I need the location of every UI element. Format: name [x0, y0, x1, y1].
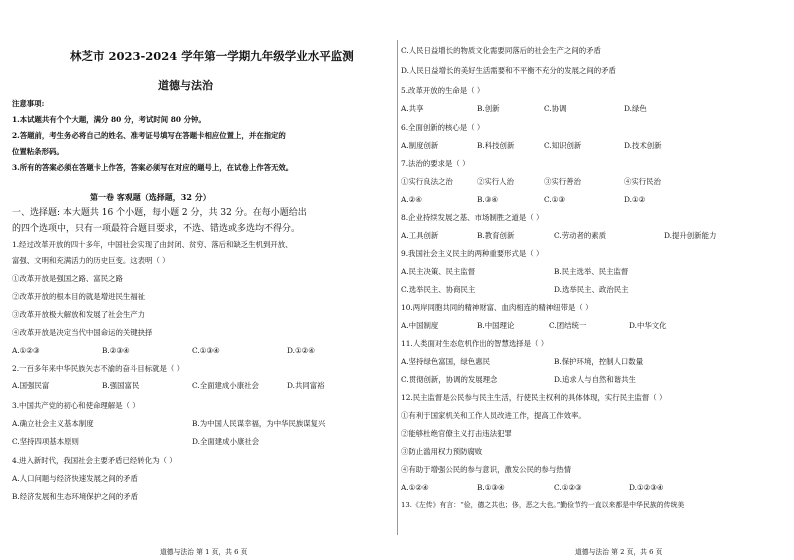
notice-line: 1.本试题共有个个大题，满分 80 分，考试时间 80 分钟。	[12, 115, 206, 124]
statement: ②实行人治	[477, 177, 514, 186]
question-stem: 10.两岸同胞共同的精神财富、血肉相连的精神纽带是（ ）	[401, 303, 593, 312]
statement: ①有利于国家机关和工作人员改进工作，提高工作效率。	[401, 411, 586, 420]
option-b[interactable]: B.经济发展和生态环境保护之间的矛盾	[12, 492, 139, 501]
option-b[interactable]: B.①③④	[477, 483, 505, 492]
page-footer: 道德与法治 第 1 页，共 6 页	[160, 548, 248, 556]
option-a[interactable]: A.共享	[401, 104, 424, 113]
option-d[interactable]: D.选举民主、政治民主	[554, 285, 629, 294]
exam-title: 林芝市 2023-2024 学年第一学期九年级学业水平监测	[70, 49, 354, 63]
question-stem: 12.民主监督是公民参与民主生活，行使民主权利的具体体现，实行民主监督（ ）	[401, 393, 667, 402]
option-a[interactable]: A.②④	[401, 195, 422, 204]
option-c[interactable]: C.劳动者的素质	[554, 231, 607, 240]
question-stem: 2.一百多年来中华民族矢志不渝的奋斗目标就是（ ）	[12, 364, 184, 373]
statement: ④改革开放是决定当代中国命运的关键抉择	[12, 328, 153, 337]
option-d[interactable]: D.中华文化	[629, 321, 667, 330]
section-title: 第一卷 客观题（选择题，32 分）	[90, 192, 211, 202]
instruction-line: 的四个选项中，只有一项最符合题目要求，不选、错选或多选均不得分。	[12, 224, 301, 234]
statement: ③防止滥用权力预防腐败	[401, 447, 483, 456]
statement: ③实行善治	[544, 177, 581, 186]
question-stem: 富强、文明和充满活力的历史巨变。这表明（ ）	[12, 256, 170, 265]
option-b[interactable]: B.教育创新	[477, 231, 515, 240]
option-d[interactable]: D.全面建成小康社会	[192, 437, 260, 446]
notice-line: 位置粘条形码。	[12, 147, 64, 156]
notice-line: 3.所有的答案必须在答题卡上作答，答案必须写在对应的题号上，在试卷上作答无效。	[12, 163, 294, 172]
option-c[interactable]: C.人民日益增长的物质文化需要同落后的社会生产之间的矛盾	[401, 46, 601, 55]
option-d[interactable]: D.技术创新	[624, 141, 662, 150]
option-a[interactable]: A.制度创新	[401, 141, 439, 150]
page-footer: 道德与法治 第 2 页，共 6 页	[575, 548, 663, 556]
statement: ④实行民治	[624, 177, 661, 186]
option-c[interactable]: C.①③	[544, 195, 565, 204]
instruction-line: 一、选择题: 本大题共 16 个小题，每小题 2 分，共 32 分。在每小题给出	[12, 208, 307, 218]
question-stem: 4.进入新时代，我国社会主要矛盾已经转化为（ ）	[12, 456, 177, 465]
subject-title: 道德与法治	[158, 79, 213, 92]
statement: ①改革开放是强国之路、富民之路	[12, 274, 123, 283]
option-d[interactable]: D.①②③④	[629, 483, 664, 492]
option-a[interactable]: A.人口问题与经济快速发展之间的矛盾	[12, 474, 138, 483]
option-a[interactable]: A.确立社会主义基本制度	[12, 419, 94, 428]
option-a[interactable]: A.①②③	[12, 346, 40, 355]
question-stem: 7.法治的要求是（ ）	[401, 159, 470, 168]
option-b[interactable]: B.中国理论	[477, 321, 515, 330]
option-d[interactable]: D.①②	[624, 195, 646, 204]
option-c[interactable]: C.贯彻创新，协调的发展理念	[401, 375, 498, 384]
option-a[interactable]: A.中国制度	[401, 321, 439, 330]
option-a[interactable]: A.工具创新	[401, 231, 439, 240]
option-b[interactable]: B.为中国人民谋幸福，为中华民族谋复兴	[192, 419, 326, 428]
statement: ③改革开放极大解放和发展了社会生产力	[12, 310, 146, 319]
question-stem: 9.我国社会主义民主的两种重要形式是（ ）	[401, 249, 544, 258]
question-stem: 11.人类面对生态危机作出的智慧选择是（ ）	[401, 339, 549, 348]
option-b[interactable]: B.科技创新	[477, 141, 515, 150]
option-a[interactable]: A.国强民富	[12, 381, 50, 390]
statement: ②能够杜绝官僚主义打击违法犯罪	[401, 429, 512, 438]
notice-heading: 注意事项:	[12, 99, 45, 108]
option-b[interactable]: B.民主选举、民主监督	[554, 267, 629, 276]
option-c[interactable]: C.坚持四项基本原则	[12, 437, 79, 446]
option-d[interactable]: D.提升创新能力	[664, 231, 717, 240]
statement: ①实行良法之治	[401, 177, 453, 186]
option-c[interactable]: C.知识创新	[544, 141, 582, 150]
option-d[interactable]: D.追求人与自然和谐共生	[554, 375, 636, 384]
option-c[interactable]: C.①②③	[554, 483, 582, 492]
statement: ④有助于增强公民的参与意识，激发公民的参与热情	[401, 465, 571, 474]
option-c[interactable]: C.团结统一	[549, 321, 587, 330]
question-stem: 3.中国共产党的初心和使命理解是（ ）	[12, 401, 140, 410]
option-a[interactable]: A.民主决策、民主监督	[401, 267, 476, 276]
question-stem: 5.改革开放的生命是（ ）	[401, 86, 485, 95]
option-b[interactable]: B.②③④	[102, 346, 130, 355]
statement: ②改革开放的根本目的就是增进民生福祉	[12, 292, 146, 301]
question-stem: 1.经过改革开放的四十多年，中国社会实现了由封闭、贫穷、落后和缺乏生机到开放、	[12, 240, 293, 249]
option-c[interactable]: C.①③④	[192, 346, 220, 355]
option-d[interactable]: D.绿色	[624, 104, 647, 113]
right-column	[399, 0, 794, 560]
question-stem: 6.全面创新的核心是（ ）	[401, 123, 485, 132]
option-c[interactable]: C.全面建成小康社会	[192, 381, 259, 390]
option-a[interactable]: A.①②④	[401, 483, 429, 492]
question-stem: 8.企业持续发展之基、市场制胜之道是（ ）	[401, 213, 544, 222]
column-divider	[397, 40, 398, 535]
option-d[interactable]: D.人民日益增长的美好生活需要和不平衡不充分的发展之间的矛盾	[401, 66, 616, 75]
question-stem: 13.《左传》有言：“俭，德之共也；侈，恶之大也。”勤俭节约一直以来都是中华民族的传统美	[401, 501, 685, 509]
option-b[interactable]: B.保护环境，控制人口数量	[554, 357, 644, 366]
option-d[interactable]: D.①②④	[287, 346, 315, 355]
option-b[interactable]: B.创新	[477, 104, 500, 113]
option-b[interactable]: B.强国富民	[102, 381, 140, 390]
option-b[interactable]: B.③④	[477, 195, 499, 204]
option-a[interactable]: A.坚持绿色富国，绿色惠民	[401, 357, 490, 366]
option-d[interactable]: D.共同富裕	[287, 381, 325, 390]
notice-line: 2.答题前，考生务必将自己的姓名、准考证号填写在答题卡相应位置上，并在指定的	[12, 131, 286, 140]
option-c[interactable]: C.协调	[544, 104, 567, 113]
option-c[interactable]: C.选举民主、协商民主	[401, 285, 476, 294]
